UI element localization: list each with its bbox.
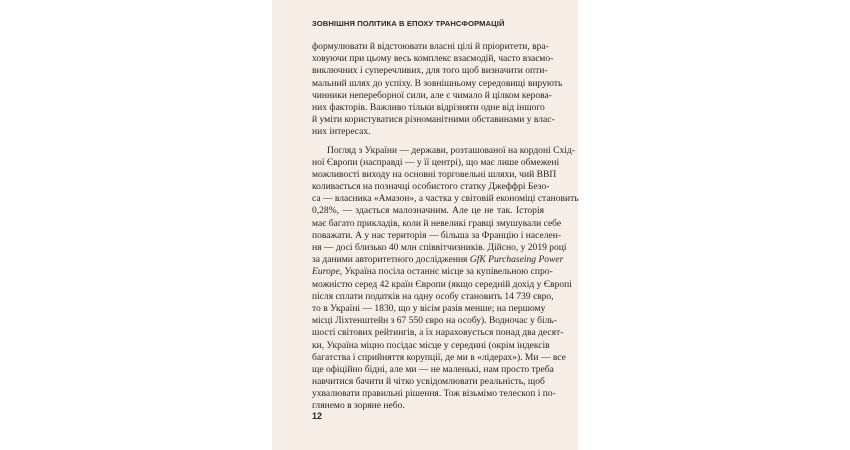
text-line: навчитися бачити й чітко усвідомлювати реальність, щоб (312, 376, 545, 388)
text-line: виключних і суперечливих, для того щоб визначити опти- (312, 65, 548, 77)
text-line: то в Україні — 1830, що у вісім разів менше; на першому (312, 302, 546, 314)
text-line: можністю серед 42 країн Європи (якщо середній дохід у Європі (312, 278, 572, 290)
text-line: са — власника «Амазон», а частка у світовій економіці становить (312, 193, 579, 205)
text-line: місці Ліхтенштейн з 67 550 євро на особу). Водночас у біль- (312, 315, 557, 327)
paragraph-2 (312, 144, 579, 413)
text-line: формулювати й відстоювати власні цілі й пріоритети, вра- (312, 41, 549, 52)
text-line: ухвалювати правильні рішення. Тож візьмімо телескоп і по- (312, 388, 556, 400)
text-line (312, 266, 553, 278)
text-line: глянемо в зоряне небо. (312, 400, 405, 412)
study-title: GfK Purchaseing Power (469, 254, 564, 266)
text-line (312, 254, 564, 266)
book-page (272, 0, 578, 450)
text-line: чинники непереборної сили, але є чимало й цілком керова- (312, 89, 552, 101)
text-line: ної Європи (насправді — у її центрі), що має лише обмежені (312, 156, 560, 168)
text-line: ховуючи при цьому весь комплекс взаємодій, часто взаємо- (312, 53, 554, 65)
text-line: коливається на позначці особистого статку Джеффрі Безо- (312, 181, 550, 193)
text-line: ще офіційно бідні, але ми — не маленькі, нам просто треба (312, 363, 554, 375)
text-line: поважати. А у нас територія — більша за Францію і населен- (312, 229, 562, 241)
text-line: ня — досі близько 40 млн співвітчизників. Дійсно, у 2019 році (312, 242, 567, 253)
text-line: після сплати податків на одну особу становить 14 739 євро, (312, 290, 554, 302)
text-fragment: , Україна посіла останнє місце за купівельною спро- (339, 266, 553, 278)
text-line: Погляд з України — держави, розташованої на кордоні Схід- (327, 144, 575, 156)
text-line: має багато прикладів, коли й невеликі гравці змушували себе (312, 217, 562, 229)
study-title-cont: Europe (312, 266, 340, 278)
text-line: них інтересах. (312, 126, 371, 138)
text-line: багатства і сприйняття корупції, де ми в «лідерах»). Ми — все (312, 351, 566, 363)
text-line: мальний шлях до успіху. В зовнішньому середовищі вирують (312, 77, 563, 89)
text-line: ки, Україна міцно посідає місце у середині (окрім індексів (312, 339, 550, 351)
body-text (312, 41, 579, 413)
paragraph-1 (312, 41, 563, 139)
running-head: ЗОВНІШНЯ ПОЛІТИКА В ЕПОХУ ТРАНСФОРМАЦІЙ (312, 19, 505, 28)
text-line: 0,28%, — здається малозначним. Але це не так. Історія (312, 205, 544, 217)
text-line: них факторів. Важливо тільки відрізняти одне від іншого (312, 101, 545, 113)
text-line: шості світових рейтингів, а їх нараховується понад два десят- (312, 327, 564, 339)
text-line: й уміти користуватися різноманітними обставинами у влас- (312, 114, 555, 126)
text-fragment: за даними авторитетного дослідження (312, 254, 468, 266)
page-number: 12 (312, 411, 323, 421)
text-line: можливості виходу на основні торговельні шляхи, чий ВВП (312, 168, 557, 180)
